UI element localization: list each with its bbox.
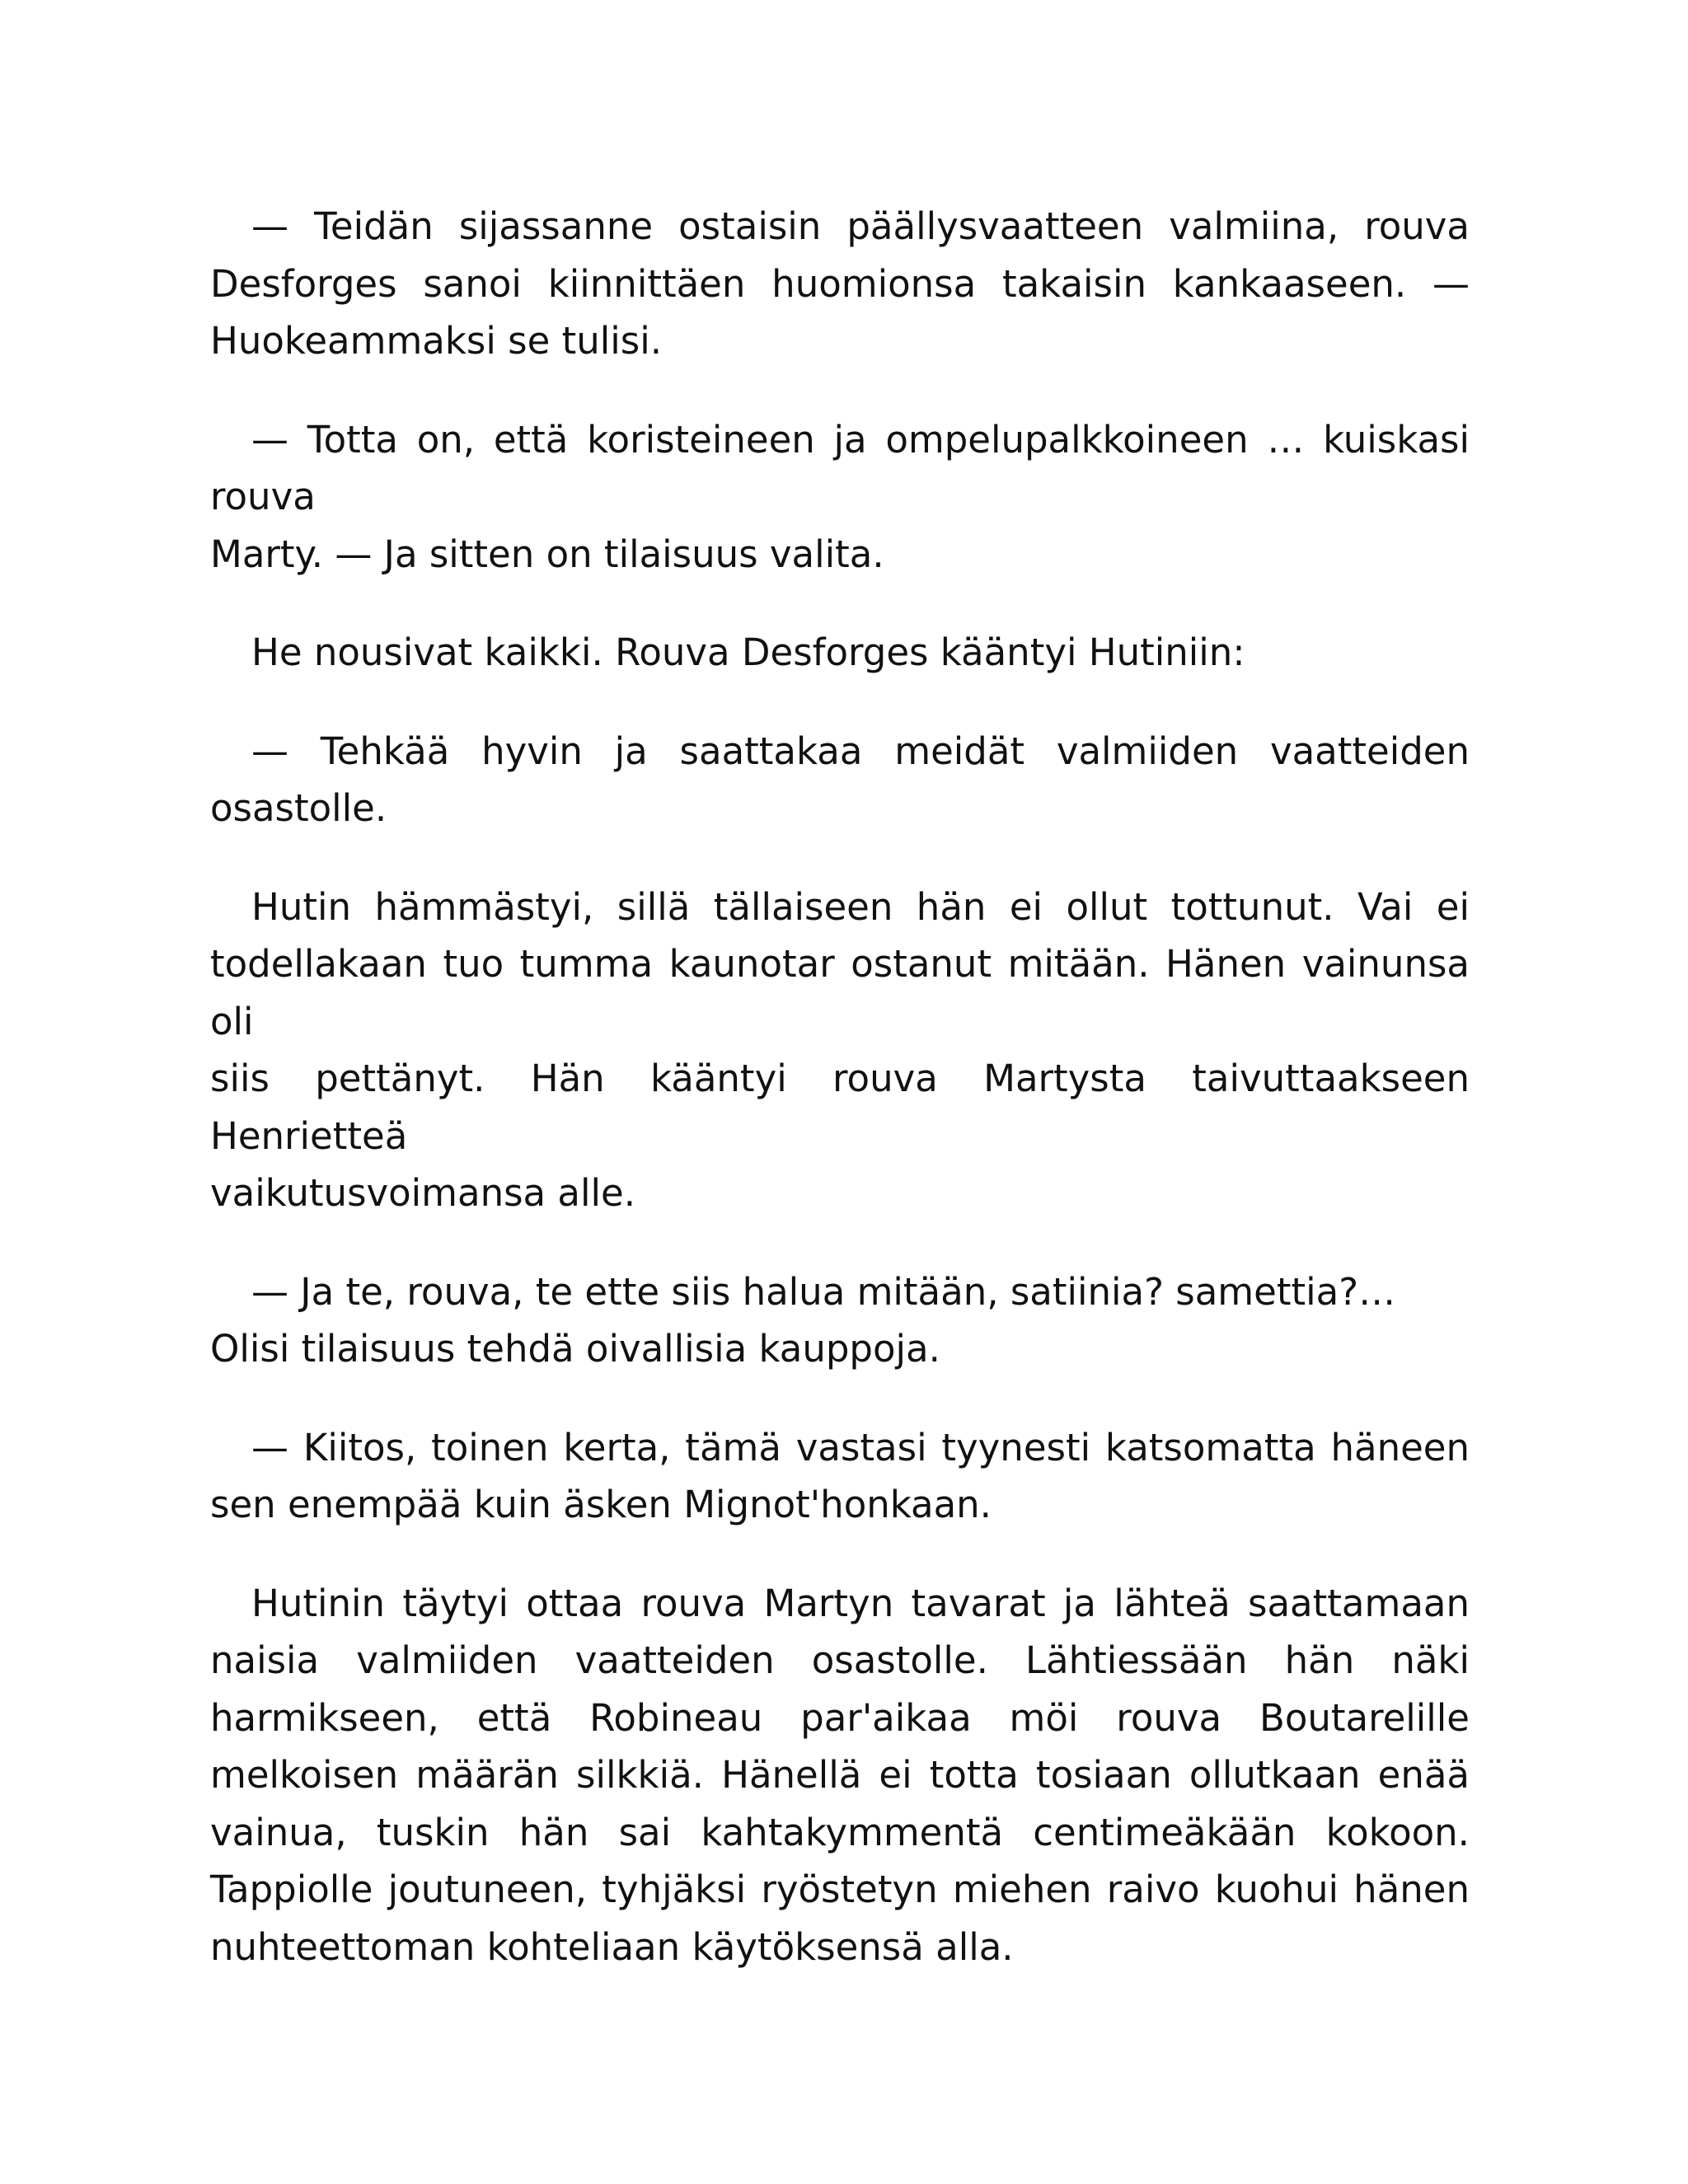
text-line: — Ja te, rouva, te ette siis halua mitään, satiinia? samettia?… — [251, 1269, 1396, 1314]
text-line: — Tehkää hyvin ja saattakaa meidät valmiiden vaatteiden — [251, 729, 1470, 773]
text-line: todellakaan tuo tumma kaunotar ostanut mitään. Hänen vainunsa oli — [210, 942, 1470, 1043]
text-line: osastolle. — [210, 786, 387, 830]
text-line: Desforges sanoi kiinnittäen huomionsa takaisin kankaaseen. — — [210, 261, 1470, 306]
text-line: — Teidän sijassanne ostaisin päällysvaatteen valmiina, rouva — [251, 204, 1470, 248]
text-line: — Kiitos, toinen kerta, tämä vastasi tyynesti katsomatta häneen — [251, 1425, 1470, 1469]
document-page — [210, 198, 1470, 2017]
paragraph — [210, 723, 1470, 837]
paragraph — [210, 1419, 1470, 1534]
paragraph — [210, 198, 1470, 370]
paragraph — [210, 624, 1470, 682]
text-line: sen enempää kuin äsken Mignot'honkaan. — [210, 1483, 992, 1526]
paragraph — [210, 411, 1470, 583]
text-line: siis pettänyt. Hän kääntyi rouva Martysta taivuttaakseen Henrietteä — [210, 1057, 1470, 1158]
text-line: vainua, tuskin hän sai kahtakymmentä centimeäkään kokoon. — [210, 1810, 1470, 1854]
text-line: Olisi tilaisuus tehdä oivallisia kauppoja. — [210, 1327, 940, 1371]
paragraph — [210, 1575, 1470, 1976]
text-line: Marty. — Ja sitten on tilaisuus valita. — [210, 532, 884, 576]
paragraph — [210, 879, 1470, 1222]
text-line: naisia valmiiden vaatteiden osastolle. Lähtiessään hän näki — [210, 1638, 1470, 1682]
text-line: Huokeammaksi se tulisi. — [210, 319, 663, 363]
text-line: He nousivat kaikki. Rouva Desforges kääntyi Hutiniin: — [251, 630, 1245, 674]
text-line: rouva — [210, 475, 316, 518]
text-line: Tappiolle joutuneen, tyhjäksi ryöstetyn miehen raivo kuohui hänen — [210, 1868, 1470, 1911]
text-line: nuhteettoman kohteliaan käytöksensä alla. — [210, 1924, 1014, 1969]
text-line: melkoisen määrän silkkiä. Hänellä ei totta tosiaan ollutkaan enää — [210, 1753, 1470, 1797]
text-line: vaikutusvoimansa alle. — [210, 1171, 636, 1215]
text-line: Hutin hämmästyi, sillä tällaiseen hän ei ollut tottunut. Vai ei — [251, 884, 1470, 929]
paragraph — [210, 1263, 1470, 1378]
text-line: Hutinin täytyi ottaa rouva Martyn tavarat ja lähteä saattamaan — [251, 1581, 1470, 1625]
text-line: — Totta on, että koristeineen ja ompelupalkkoineen … kuiskasi — [251, 417, 1470, 462]
text-line: harmikseen, että Robineau par'aikaa möi rouva Boutarelille — [210, 1695, 1470, 1740]
